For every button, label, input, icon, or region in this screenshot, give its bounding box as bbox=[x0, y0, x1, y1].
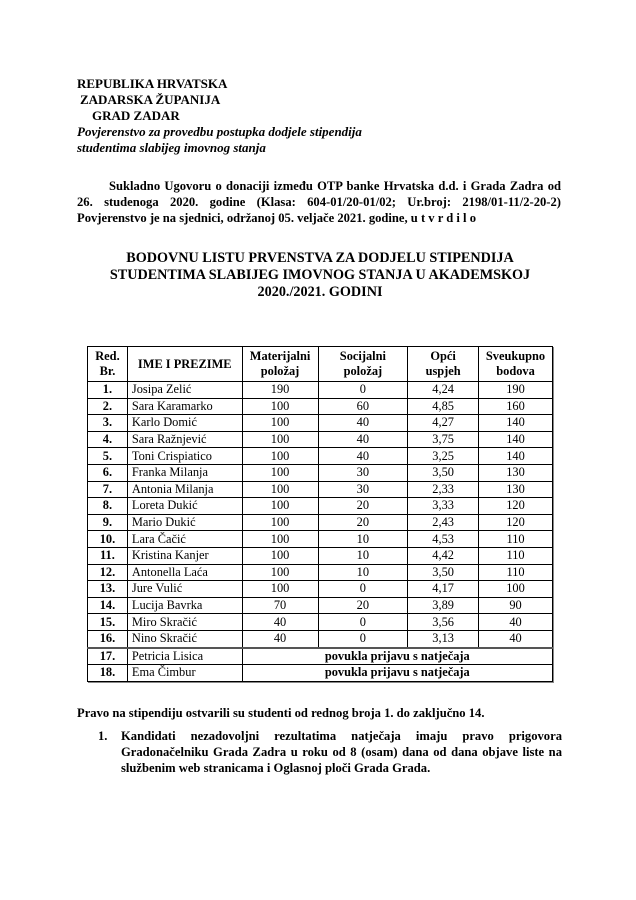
cell-rank: 10. bbox=[88, 531, 128, 548]
intro-paragraph bbox=[77, 178, 561, 226]
cell-social: 0 bbox=[318, 581, 408, 598]
cell-name: Sara Ražnjević bbox=[127, 431, 242, 448]
cell-name: Kristina Kanjer bbox=[127, 547, 242, 564]
cell-name: Lara Čačić bbox=[127, 531, 242, 548]
cell-material: 40 bbox=[242, 630, 318, 647]
cell-rank: 6. bbox=[88, 464, 128, 481]
cell-withdrawn-status: povukla prijavu s natječaja bbox=[242, 665, 552, 682]
cell-material: 190 bbox=[242, 382, 318, 399]
cell-total: 110 bbox=[479, 547, 553, 564]
ranking-table bbox=[87, 346, 553, 682]
cell-rank: 18. bbox=[88, 665, 128, 682]
table-row-withdrawn bbox=[88, 648, 553, 665]
table-row bbox=[88, 614, 553, 631]
cell-name: Karlo Domić bbox=[127, 415, 242, 432]
cell-material: 100 bbox=[242, 398, 318, 415]
cell-material: 100 bbox=[242, 547, 318, 564]
table-row bbox=[88, 415, 553, 432]
cell-material: 100 bbox=[242, 514, 318, 531]
cell-total: 120 bbox=[479, 498, 553, 515]
cell-total: 140 bbox=[479, 448, 553, 465]
cell-total: 90 bbox=[479, 597, 553, 614]
note-marker: 1. bbox=[98, 729, 108, 743]
cell-success: 4,53 bbox=[408, 531, 479, 548]
cell-social: 30 bbox=[318, 481, 408, 498]
header-social: Socijalni položaj bbox=[318, 347, 408, 382]
cell-total: 110 bbox=[479, 531, 553, 548]
cell-social: 10 bbox=[318, 547, 408, 564]
table-row-withdrawn bbox=[88, 665, 553, 682]
cell-total: 190 bbox=[479, 382, 553, 399]
cell-withdrawn-status: povukla prijavu s natječaja bbox=[242, 648, 552, 665]
title-line-1: BODOVNU LISTU PRVENSTVA ZA DODJELU STIPENDIJA bbox=[126, 250, 514, 266]
cell-social: 10 bbox=[318, 564, 408, 581]
cell-success: 3,13 bbox=[408, 630, 479, 647]
cell-material: 100 bbox=[242, 531, 318, 548]
cell-name: Petricia Lisica bbox=[127, 648, 242, 665]
table-row bbox=[88, 514, 553, 531]
header-success: Opći uspjeh bbox=[408, 347, 479, 382]
cell-success: 4,24 bbox=[408, 382, 479, 399]
cell-rank: 2. bbox=[88, 398, 128, 415]
intro-line-3: Povjerenstvo je na sjednici, održanoj 05. veljače 2021. godine, u t v r d i l o bbox=[77, 211, 477, 225]
cell-success: 4,17 bbox=[408, 581, 479, 598]
cell-name: Ema Čimbur bbox=[127, 665, 242, 682]
cell-rank: 17. bbox=[88, 648, 128, 665]
cell-success: 3,56 bbox=[408, 614, 479, 631]
cell-total: 110 bbox=[479, 564, 553, 581]
cell-rank: 16. bbox=[88, 630, 128, 647]
cell-rank: 7. bbox=[88, 481, 128, 498]
cell-name: Antonella Laća bbox=[127, 564, 242, 581]
cell-success: 3,89 bbox=[408, 597, 479, 614]
cell-rank: 12. bbox=[88, 564, 128, 581]
cell-material: 100 bbox=[242, 464, 318, 481]
cell-name: Antonia Milanja bbox=[127, 481, 242, 498]
cell-success: 4,27 bbox=[408, 415, 479, 432]
table-row bbox=[88, 431, 553, 448]
table-row bbox=[88, 398, 553, 415]
intro-line-1: Sukladno Ugovoru o donaciji između OTP banke Hrvatska d.d. i Grada Zadra od bbox=[109, 179, 561, 193]
header-material: Materijalni položaj bbox=[242, 347, 318, 382]
header-total: Sveukupno bodova bbox=[479, 347, 553, 382]
title-line-3: 2020./2021. GODINI bbox=[257, 284, 383, 300]
table-row bbox=[88, 564, 553, 581]
cell-name: Toni Crispiatico bbox=[127, 448, 242, 465]
cell-name: Mario Dukić bbox=[127, 514, 242, 531]
cell-material: 70 bbox=[242, 597, 318, 614]
title-line-2: STUDENTIMA SLABIJEG IMOVNOG STANJA U AKADEMSKOJ bbox=[109, 267, 531, 283]
cell-total: 100 bbox=[479, 581, 553, 598]
cell-material: 100 bbox=[242, 415, 318, 432]
table-row bbox=[88, 597, 553, 614]
cell-social: 20 bbox=[318, 498, 408, 515]
cell-total: 140 bbox=[479, 415, 553, 432]
cell-rank: 11. bbox=[88, 547, 128, 564]
cell-total: 40 bbox=[479, 614, 553, 631]
letterhead-county: ZADARSKA ŽUPANIJA bbox=[80, 92, 221, 107]
cell-success: 3,33 bbox=[408, 498, 479, 515]
cell-total: 160 bbox=[479, 398, 553, 415]
cell-name: Miro Skračić bbox=[127, 614, 242, 631]
cell-rank: 9. bbox=[88, 514, 128, 531]
document-title bbox=[70, 250, 570, 301]
cell-name: Josipa Zelić bbox=[127, 382, 242, 399]
table-row bbox=[88, 547, 553, 564]
cell-total: 140 bbox=[479, 431, 553, 448]
committee-name-line2: studentima slabijeg imovnog stanja bbox=[77, 140, 266, 155]
cell-material: 100 bbox=[242, 564, 318, 581]
cell-name: Sara Karamarko bbox=[127, 398, 242, 415]
cell-social: 20 bbox=[318, 597, 408, 614]
cell-rank: 14. bbox=[88, 597, 128, 614]
table-row bbox=[88, 581, 553, 598]
table-row bbox=[88, 382, 553, 399]
cell-name: Lucija Bavrka bbox=[127, 597, 242, 614]
cell-social: 20 bbox=[318, 514, 408, 531]
cell-rank: 13. bbox=[88, 581, 128, 598]
cell-material: 100 bbox=[242, 581, 318, 598]
cell-rank: 3. bbox=[88, 415, 128, 432]
cell-total: 130 bbox=[479, 481, 553, 498]
cell-success: 2,33 bbox=[408, 481, 479, 498]
cell-success: 3,50 bbox=[408, 464, 479, 481]
cell-material: 100 bbox=[242, 481, 318, 498]
cell-name: Nino Skračić bbox=[127, 630, 242, 647]
cell-name: Loreta Dukić bbox=[127, 498, 242, 515]
cell-rank: 15. bbox=[88, 614, 128, 631]
cell-success: 4,85 bbox=[408, 398, 479, 415]
cell-material: 100 bbox=[242, 448, 318, 465]
table-row bbox=[88, 498, 553, 515]
cell-success: 3,50 bbox=[408, 564, 479, 581]
note-line-3: službenim web stranicama i Oglasnoj ploči Grada Grada. bbox=[121, 761, 431, 775]
table-row bbox=[88, 481, 553, 498]
table-row bbox=[88, 448, 553, 465]
summary-text: Pravo na stipendiju ostvarili su studenti od rednog broja 1. do zaključno 14. bbox=[77, 706, 485, 720]
header-name: IME I PREZIME bbox=[127, 347, 242, 382]
note-line-2: Gradonačelniku Grada Zadra u roku od 8 (osam) dana od dana objave liste na bbox=[121, 745, 562, 759]
cell-name: Jure Vulić bbox=[127, 581, 242, 598]
cell-social: 10 bbox=[318, 531, 408, 548]
cell-total: 130 bbox=[479, 464, 553, 481]
cell-success: 3,25 bbox=[408, 448, 479, 465]
table-header-row bbox=[88, 347, 553, 382]
notes-list bbox=[98, 728, 562, 776]
note-line-1: Kandidati nezadovoljni rezultatima natječaja imaju pravo prigovora bbox=[121, 729, 562, 743]
cell-social: 0 bbox=[318, 630, 408, 647]
cell-total: 40 bbox=[479, 630, 553, 647]
cell-social: 60 bbox=[318, 398, 408, 415]
table-row bbox=[88, 531, 553, 548]
cell-material: 40 bbox=[242, 614, 318, 631]
cell-success: 4,42 bbox=[408, 547, 479, 564]
cell-social: 40 bbox=[318, 448, 408, 465]
cell-social: 40 bbox=[318, 415, 408, 432]
cell-success: 3,75 bbox=[408, 431, 479, 448]
cell-social: 0 bbox=[318, 382, 408, 399]
cell-rank: 5. bbox=[88, 448, 128, 465]
cell-rank: 1. bbox=[88, 382, 128, 399]
cell-social: 40 bbox=[318, 431, 408, 448]
cell-social: 0 bbox=[318, 614, 408, 631]
cell-success: 2,43 bbox=[408, 514, 479, 531]
letterhead-country: REPUBLIKA HRVATSKA bbox=[77, 76, 228, 91]
table-row bbox=[88, 630, 553, 647]
cell-rank: 8. bbox=[88, 498, 128, 515]
committee-name-line1: Povjerenstvo za provedbu postupka dodjele stipendija bbox=[77, 124, 362, 139]
letterhead-city: GRAD ZADAR bbox=[92, 108, 180, 123]
cell-social: 30 bbox=[318, 464, 408, 481]
cell-total: 120 bbox=[479, 514, 553, 531]
cell-material: 100 bbox=[242, 498, 318, 515]
note-item bbox=[98, 728, 562, 776]
cell-rank: 4. bbox=[88, 431, 128, 448]
intro-line-2: 26. studenoga 2020. godine (Klasa: 604-01/20-01/02; Ur.broj: 2198/01-11/2-20-2) bbox=[77, 195, 561, 209]
cell-material: 100 bbox=[242, 431, 318, 448]
cell-name: Franka Milanja bbox=[127, 464, 242, 481]
header-rank: Red. Br. bbox=[88, 347, 128, 382]
table-row bbox=[88, 464, 553, 481]
